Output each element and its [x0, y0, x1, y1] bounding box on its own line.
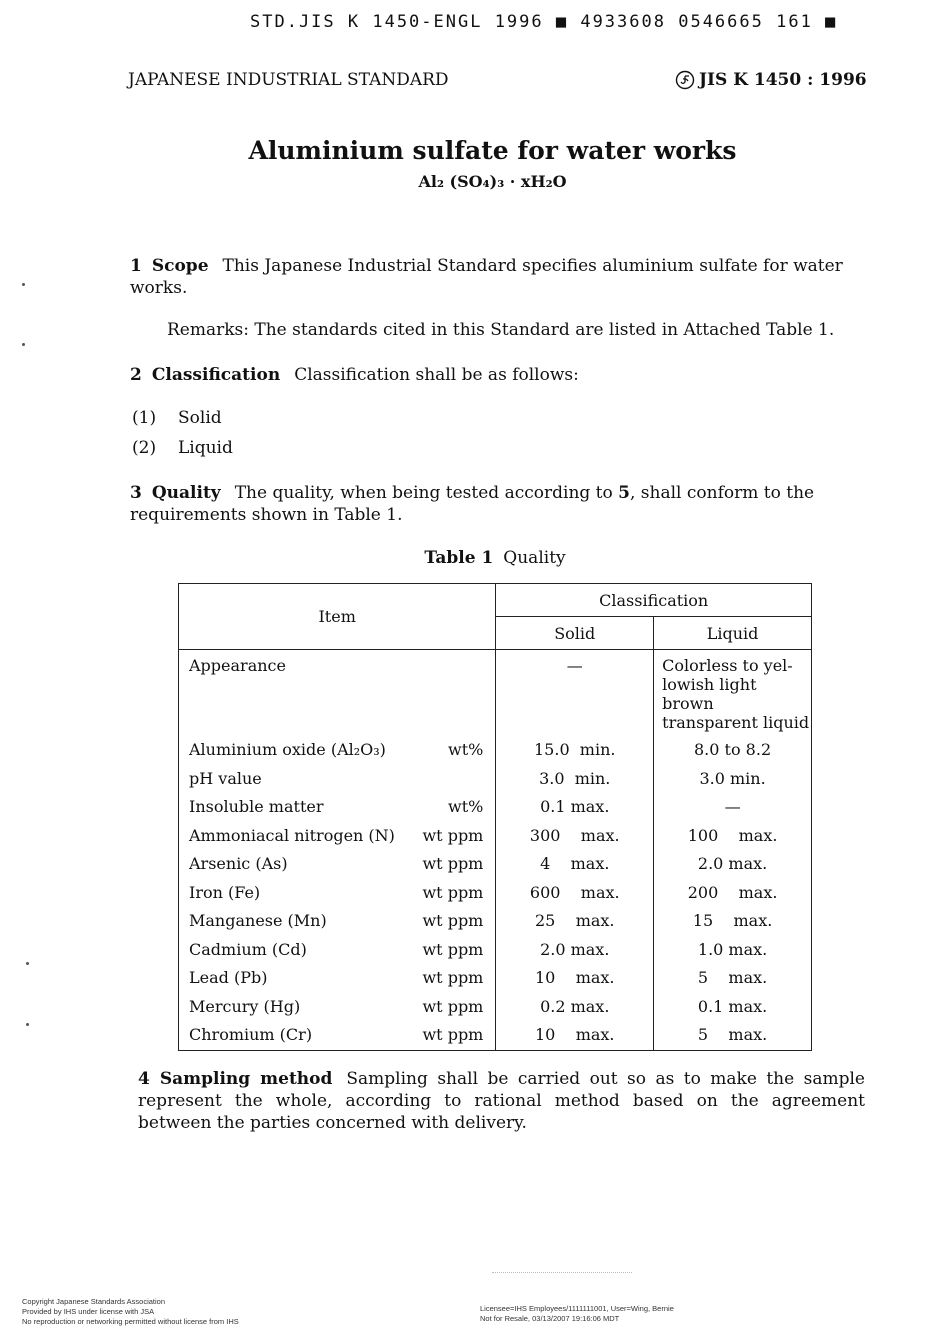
appearance-liquid-text: Colorless to yel- lowish light brown transparent liquid — [662, 656, 810, 732]
table-row — [179, 765, 812, 794]
list-item — [132, 438, 233, 458]
item-name: Lead (Pb) — [189, 968, 268, 987]
cell-item — [179, 822, 496, 851]
item-name: Mercury (Hg) — [189, 996, 301, 1016]
cell-liquid: 15 max. — [654, 907, 812, 936]
cell-liquid: 0.1 max. — [654, 993, 812, 1022]
cell-solid: 4 max. — [496, 850, 654, 879]
section-heading: Quality — [151, 483, 221, 503]
scan-speck — [26, 962, 29, 965]
section-text-continued: , shall conform to the requirements shown in Table 1. — [130, 483, 815, 525]
list-item-number: (1) — [132, 408, 157, 428]
table-caption-label: Table 1 — [424, 548, 494, 568]
section-text: Sampling shall be carried out so as to make the sample represent the whole, according to rational method based on the agreement between the parties concerned with delivery. — [138, 1069, 865, 1133]
table-row — [179, 964, 812, 993]
standard-type-label: JAPANESE INDUSTRIAL STANDARD — [128, 70, 449, 90]
section-text: This Japanese Industrial Standard specifies aluminium sulfate for water works. — [130, 256, 843, 298]
item-unit: wt% — [448, 740, 484, 759]
cell-solid: 300 max. — [496, 822, 654, 851]
footer-line: Licensee=IHS Employees/1111111001, User=Wing, Bernie — [480, 1304, 674, 1313]
item-unit: wt ppm — [422, 825, 484, 845]
section-number: 4 — [138, 1069, 150, 1089]
list-item-number: (2) — [132, 438, 157, 458]
section-reference: 5 — [618, 483, 630, 503]
item-unit: wt ppm — [422, 854, 484, 873]
table-row — [179, 850, 812, 879]
section-heading: Classification — [151, 365, 281, 385]
item-name: Chromium (Cr) — [189, 1025, 313, 1044]
table-row — [179, 1021, 812, 1050]
cell-solid: — — [496, 650, 654, 737]
item-unit: wt ppm — [422, 939, 484, 959]
cell-item — [179, 1021, 496, 1050]
section-heading: Sampling method — [159, 1069, 333, 1089]
table-caption-text: Quality — [503, 548, 566, 568]
cell-solid: 10 max. — [496, 964, 654, 993]
cell-item — [179, 964, 496, 993]
cell-solid: 2.0 max. — [496, 936, 654, 965]
cell-item — [179, 736, 496, 765]
list-item — [132, 408, 222, 428]
scan-speck — [22, 343, 25, 346]
list-item-label: Liquid — [178, 438, 233, 458]
item-unit: wt ppm — [422, 1025, 484, 1044]
item-name: Ammoniacal nitrogen (N) — [189, 825, 395, 845]
table-row — [179, 793, 812, 822]
chemical-formula: Al₂ (SO₄)₃ · xH₂O — [418, 172, 567, 191]
cell-liquid: 100 max. — [654, 822, 812, 851]
list-item-label: Solid — [178, 408, 222, 428]
item-name: Insoluble matter — [189, 797, 324, 816]
cell-item — [179, 879, 496, 908]
cell-liquid: 5 max. — [654, 1021, 812, 1050]
scan-speck — [22, 283, 25, 286]
document-code-header: STD.JIS K 1450-ENGL 1996 ■ 4933608 0546665 161 ■ — [250, 12, 838, 32]
remarks: Remarks: The standards cited in this Standard are listed in Attached Table 1. — [167, 320, 835, 340]
section-3-quality — [130, 482, 858, 526]
cell-item — [179, 793, 496, 822]
cell-liquid: 8.0 to 8.2 — [654, 736, 812, 765]
section-text: The quality, when being tested according to — [234, 483, 619, 503]
cell-liquid: 2.0 max. — [654, 850, 812, 879]
section-heading: Scope — [151, 256, 209, 276]
footer-line: No reproduction or networking permitted without license from IHS — [22, 1317, 239, 1326]
license-footer — [480, 1304, 674, 1324]
section-1-scope — [130, 255, 855, 299]
cell-item — [179, 765, 496, 794]
cell-item — [179, 936, 496, 965]
item-name: Cadmium (Cd) — [189, 939, 307, 959]
item-name: pH value — [189, 768, 262, 788]
table-row — [179, 736, 812, 765]
footer-line: Copyright Japanese Standards Association — [22, 1297, 166, 1306]
cell-solid: 3.0 min. — [496, 765, 654, 794]
cell-item — [179, 907, 496, 936]
section-4-sampling-method — [138, 1068, 865, 1134]
cell-liquid: 200 max. — [654, 879, 812, 908]
cell-liquid: — — [654, 793, 812, 822]
cell-solid: 0.2 max. — [496, 993, 654, 1022]
item-unit: wt% — [448, 797, 484, 816]
cell-liquid: 1.0 max. — [654, 936, 812, 965]
header-liquid: Liquid — [654, 617, 812, 650]
header-classification: Classification — [496, 584, 812, 617]
item-name: Arsenic (As) — [189, 854, 288, 873]
table-row — [179, 822, 812, 851]
item-name: Aluminium oxide (Al₂O₃) — [189, 740, 386, 759]
cell-solid: 0.1 max. — [496, 793, 654, 822]
cell-item — [179, 850, 496, 879]
cell-item — [179, 993, 496, 1022]
table-row — [179, 650, 812, 737]
cell-solid: 25 max. — [496, 907, 654, 936]
section-text: Classification shall be as follows: — [294, 365, 579, 385]
cell-item: Appearance — [179, 650, 496, 737]
item-unit: wt ppm — [422, 968, 484, 987]
table-row — [179, 879, 812, 908]
standard-number — [675, 70, 867, 90]
table-row — [179, 993, 812, 1022]
cell-liquid: 3.0 min. — [654, 765, 812, 794]
table-row — [179, 907, 812, 936]
footer-line: Provided by IHS under license with JSA — [22, 1307, 155, 1316]
item-name: Manganese (Mn) — [189, 911, 327, 930]
table-caption — [0, 548, 950, 568]
cell-solid: 15.0 min. — [496, 736, 654, 765]
standard-number-text: JIS K 1450 : 1996 — [699, 70, 867, 90]
item-unit: wt ppm — [422, 996, 484, 1016]
footer-line: Not for Resale, 03/13/2007 19:16:06 MDT — [480, 1314, 620, 1323]
copyright-footer — [22, 1297, 239, 1327]
table-row — [179, 936, 812, 965]
header-item: Item — [179, 584, 496, 650]
quality-table — [178, 583, 812, 1051]
item-unit: wt ppm — [422, 911, 484, 930]
section-number: 2 — [130, 365, 142, 385]
section-number: 3 — [130, 483, 142, 503]
section-number: 1 — [130, 256, 142, 276]
cell-solid: 10 max. — [496, 1021, 654, 1050]
scan-speck — [26, 1023, 29, 1026]
jis-mark-icon — [675, 70, 695, 90]
document-title: Aluminium sulfate for water works — [248, 136, 737, 165]
cell-liquid: 5 max. — [654, 964, 812, 993]
cell-liquid — [654, 650, 812, 737]
section-2-classification — [130, 364, 579, 386]
header-solid: Solid — [496, 617, 654, 650]
item-unit: wt ppm — [422, 882, 484, 902]
cell-solid: 600 max. — [496, 879, 654, 908]
scan-artifact-line — [492, 1272, 632, 1273]
item-name: Iron (Fe) — [189, 882, 261, 902]
